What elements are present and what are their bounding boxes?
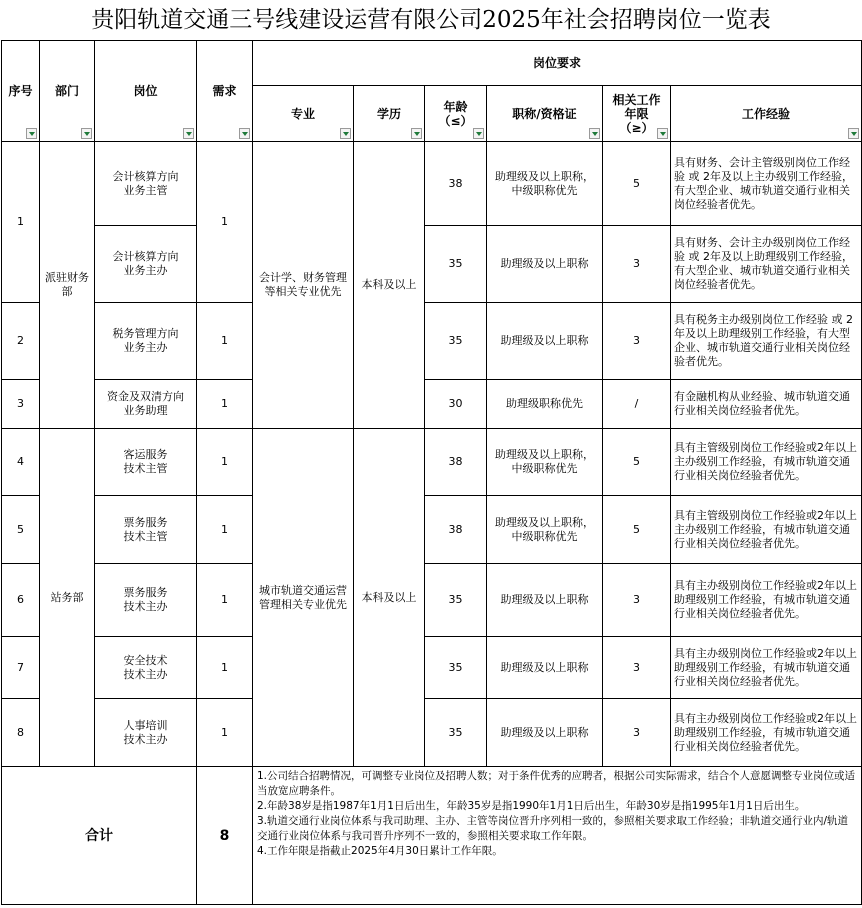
cert-text: 助理级及以上职称，	[495, 169, 594, 183]
header-experience-label: 工作经验	[742, 106, 791, 121]
table-row	[2, 637, 862, 699]
cert-cell	[487, 429, 603, 496]
experience-cell: 具有税务主办级别岗位工作经验 或 2年及以上助理级别工作经验，有大型企业、城市轨道交通行业相关岗位经验者优先。	[671, 303, 862, 380]
total-row	[2, 767, 862, 905]
cert-text-2: 中级职称优先	[511, 462, 578, 475]
position-cell	[95, 429, 197, 496]
cert-cell: 助理级及以上职称	[487, 637, 603, 699]
experience-cell: 具有主办级别岗位工作经验或2年以上助理级别工作经验，有城市轨道交通行业相关岗位经验者优先。	[671, 564, 862, 637]
total-count: 8	[197, 767, 253, 905]
cert-cell: 助理级及以上职称	[487, 226, 603, 303]
cert-text: 助理级及以上职称，	[495, 515, 594, 529]
age-cell: 38	[425, 142, 487, 226]
header-position-label: 岗位	[133, 84, 158, 98]
position-name-2: 业务主办	[123, 264, 168, 277]
cert-cell: 助理级及以上职称	[487, 303, 603, 380]
dropdown-arrow-icon[interactable]	[589, 128, 600, 139]
position-name-2: 业务主管	[123, 183, 168, 197]
dropdown-arrow-icon[interactable]	[26, 128, 37, 139]
demand-cell: 1	[197, 496, 253, 564]
note-item: 2.年龄38岁是指1987年1月1日后出生，年龄35岁是指1990年1月1日后出生，年龄30岁是指1995年1月1日后出生。	[257, 800, 806, 812]
position-name-2: 技术主管	[123, 529, 168, 543]
header-major[interactable]	[253, 86, 354, 142]
header-years[interactable]	[603, 86, 671, 142]
years-cell: 3	[603, 564, 671, 637]
position-name-2: 技术主管	[123, 462, 168, 475]
demand-cell: 1	[197, 380, 253, 429]
header-seq[interactable]	[2, 41, 40, 142]
age-cell: 35	[425, 637, 487, 699]
header-seq-label: 序号	[8, 84, 33, 98]
header-title-cert[interactable]	[487, 86, 603, 142]
age-cell: 35	[425, 226, 487, 303]
page-title: 贵阳轨道交通三号线建设运营有限公司2025年社会招聘岗位一览表	[91, 7, 771, 33]
header-requirements: 岗位要求	[253, 41, 862, 86]
position-cell	[95, 496, 197, 564]
header-major-label: 专业	[290, 106, 315, 121]
header-dept[interactable]	[40, 41, 95, 142]
position-name: 人事培训	[123, 718, 168, 732]
table-row	[2, 699, 862, 767]
position-name: 税务管理方向	[112, 327, 179, 340]
education-cell: 本科及以上	[354, 142, 425, 429]
dropdown-arrow-icon[interactable]	[340, 128, 351, 139]
dropdown-arrow-icon[interactable]	[473, 128, 484, 139]
position-name: 票务服务	[123, 515, 168, 529]
years-cell: 3	[603, 637, 671, 699]
seq-cell: 5	[2, 496, 40, 564]
recruitment-table	[1, 40, 862, 905]
cert-cell: 助理级及以上职称	[487, 699, 603, 767]
table-row	[2, 429, 862, 496]
age-cell: 35	[425, 303, 487, 380]
cert-text-2: 中级职称优先	[511, 529, 578, 543]
seq-cell: 1	[2, 142, 40, 303]
notes-cell	[253, 767, 862, 905]
cert-cell	[487, 142, 603, 226]
education-cell: 本科及以上	[354, 429, 425, 767]
age-cell: 38	[425, 496, 487, 564]
major-cell: 城市轨道交通运营管理相关专业优先	[253, 429, 354, 767]
table-row	[2, 303, 862, 380]
dropdown-arrow-icon[interactable]	[657, 128, 668, 139]
table-row	[2, 142, 862, 226]
age-cell: 35	[425, 564, 487, 637]
demand-cell: 1	[197, 142, 253, 303]
years-cell: 5	[603, 429, 671, 496]
position-name-2: 业务主办	[123, 341, 168, 354]
dept-cell: 派驻财务部	[40, 142, 95, 429]
header-experience[interactable]	[671, 86, 862, 142]
dropdown-arrow-icon[interactable]	[81, 128, 92, 139]
experience-cell: 具有主管级别岗位工作经验或2年以上主办级别工作经验，有城市轨道交通行业相关岗位经验者优先。	[671, 496, 862, 564]
position-name: 会计核算方向	[112, 169, 179, 183]
header-title-cert-label: 职称/资格证	[512, 106, 577, 121]
demand-cell: 1	[197, 637, 253, 699]
header-dept-label: 部门	[54, 84, 79, 98]
seq-cell: 6	[2, 564, 40, 637]
position-name: 客运服务	[123, 448, 168, 461]
header-age-sub: （≤）	[438, 113, 473, 128]
cert-cell	[487, 496, 603, 564]
position-cell	[95, 699, 197, 767]
header-education-label: 学历	[376, 106, 401, 121]
position-name: 安全技术	[123, 653, 168, 667]
dropdown-arrow-icon[interactable]	[848, 128, 859, 139]
table-row	[2, 564, 862, 637]
years-cell: 3	[603, 303, 671, 380]
cert-text-2: 中级职称优先	[511, 183, 578, 197]
seq-cell: 4	[2, 429, 40, 496]
years-cell: 3	[603, 699, 671, 767]
header-demand-label: 需求	[212, 84, 237, 98]
experience-cell: 具有主办级别岗位工作经验或2年以上助理级别工作经验，有城市轨道交通行业相关岗位经验者优先。	[671, 699, 862, 767]
years-cell: 3	[603, 226, 671, 303]
position-cell	[95, 303, 197, 380]
seq-cell: 3	[2, 380, 40, 429]
header-demand[interactable]	[197, 41, 253, 142]
dropdown-arrow-icon[interactable]	[183, 128, 194, 139]
header-age-label: 年龄	[443, 99, 468, 114]
position-cell	[95, 564, 197, 637]
table-row	[2, 226, 862, 303]
experience-cell: 有金融机构从业经验、城市轨道交通行业相关岗位经验者优先。	[671, 380, 862, 429]
experience-cell: 具有财务、会计主办级别岗位工作经验 或 2年及以上助理级别工作经验，有大型企业、城市轨道交通行业相关岗位经验者优先。	[671, 226, 862, 303]
cert-cell: 助理级职称优先	[487, 380, 603, 429]
age-cell: 38	[425, 429, 487, 496]
experience-cell: 具有主办级别岗位工作经验或2年以上助理级别工作经验，有城市轨道交通行业相关岗位经验者优先。	[671, 637, 862, 699]
dept-cell: 站务部	[40, 429, 95, 767]
experience-cell: 具有主管级别岗位工作经验或2年以上主办级别工作经验，有城市轨道交通行业相关岗位经验者优先。	[671, 429, 862, 496]
cert-text: 助理级及以上职称，	[495, 448, 594, 461]
position-cell	[95, 637, 197, 699]
seq-cell: 7	[2, 637, 40, 699]
total-label: 合计	[2, 767, 197, 905]
header-years-label: 相关工作	[612, 92, 661, 107]
years-cell: 5	[603, 142, 671, 226]
table-row	[2, 380, 862, 429]
major-cell: 会计学、财务管理等相关专业优先	[253, 142, 354, 429]
position-name-2: 技术主办	[123, 732, 168, 746]
dropdown-arrow-icon[interactable]	[239, 128, 250, 139]
demand-cell: 1	[197, 429, 253, 496]
note-item: 3.轨道交通行业岗位体系与我司助理、主办、主管等岗位晋升序列相一致的，参照相关要求取工作经验；非轨道交通行业内/轨道交通行业岗位体系与我司晋升序列不一致的，参照相关要求取工作年限。	[257, 815, 849, 842]
header-age[interactable]	[425, 86, 487, 142]
demand-cell: 1	[197, 699, 253, 767]
table-row	[2, 496, 862, 564]
age-cell: 35	[425, 699, 487, 767]
seq-cell: 2	[2, 303, 40, 380]
seq-cell: 8	[2, 699, 40, 767]
position-name-2: 技术主办	[123, 667, 168, 681]
position-name: 资金及双清方向	[107, 390, 184, 403]
cert-cell: 助理级及以上职称	[487, 564, 603, 637]
demand-cell: 1	[197, 303, 253, 380]
position-name: 票务服务	[123, 586, 168, 599]
position-name-2: 技术主办	[123, 600, 168, 613]
header-education[interactable]	[354, 86, 425, 142]
note-item: 4.工作年限是指截止2025年4月30日累计工作年限。	[257, 845, 503, 857]
position-cell	[95, 380, 197, 429]
header-position[interactable]	[95, 41, 197, 142]
position-name-2: 业务助理	[123, 404, 168, 417]
years-cell: 5	[603, 496, 671, 564]
demand-cell: 1	[197, 564, 253, 637]
position-name: 会计核算方向	[112, 250, 179, 263]
dropdown-arrow-icon[interactable]	[411, 128, 422, 139]
experience-cell: 具有财务、会计主管级别岗位工作经验 或 2年及以上主办级别工作经验，有大型企业、城市轨道交通行业相关岗位经验者优先。	[671, 142, 862, 226]
position-cell	[95, 142, 197, 226]
age-cell: 30	[425, 380, 487, 429]
position-cell	[95, 226, 197, 303]
years-cell: /	[603, 380, 671, 429]
header-years-label-2: 年限	[624, 106, 649, 121]
header-years-sub: （≥）	[619, 120, 654, 135]
note-item: 1.公司结合招聘情况，可调整专业岗位及招聘人数；对于条件优秀的应聘者，根据公司实际需求，结合个人意愿调整专业岗位或适当放宽应聘条件。	[257, 770, 856, 797]
